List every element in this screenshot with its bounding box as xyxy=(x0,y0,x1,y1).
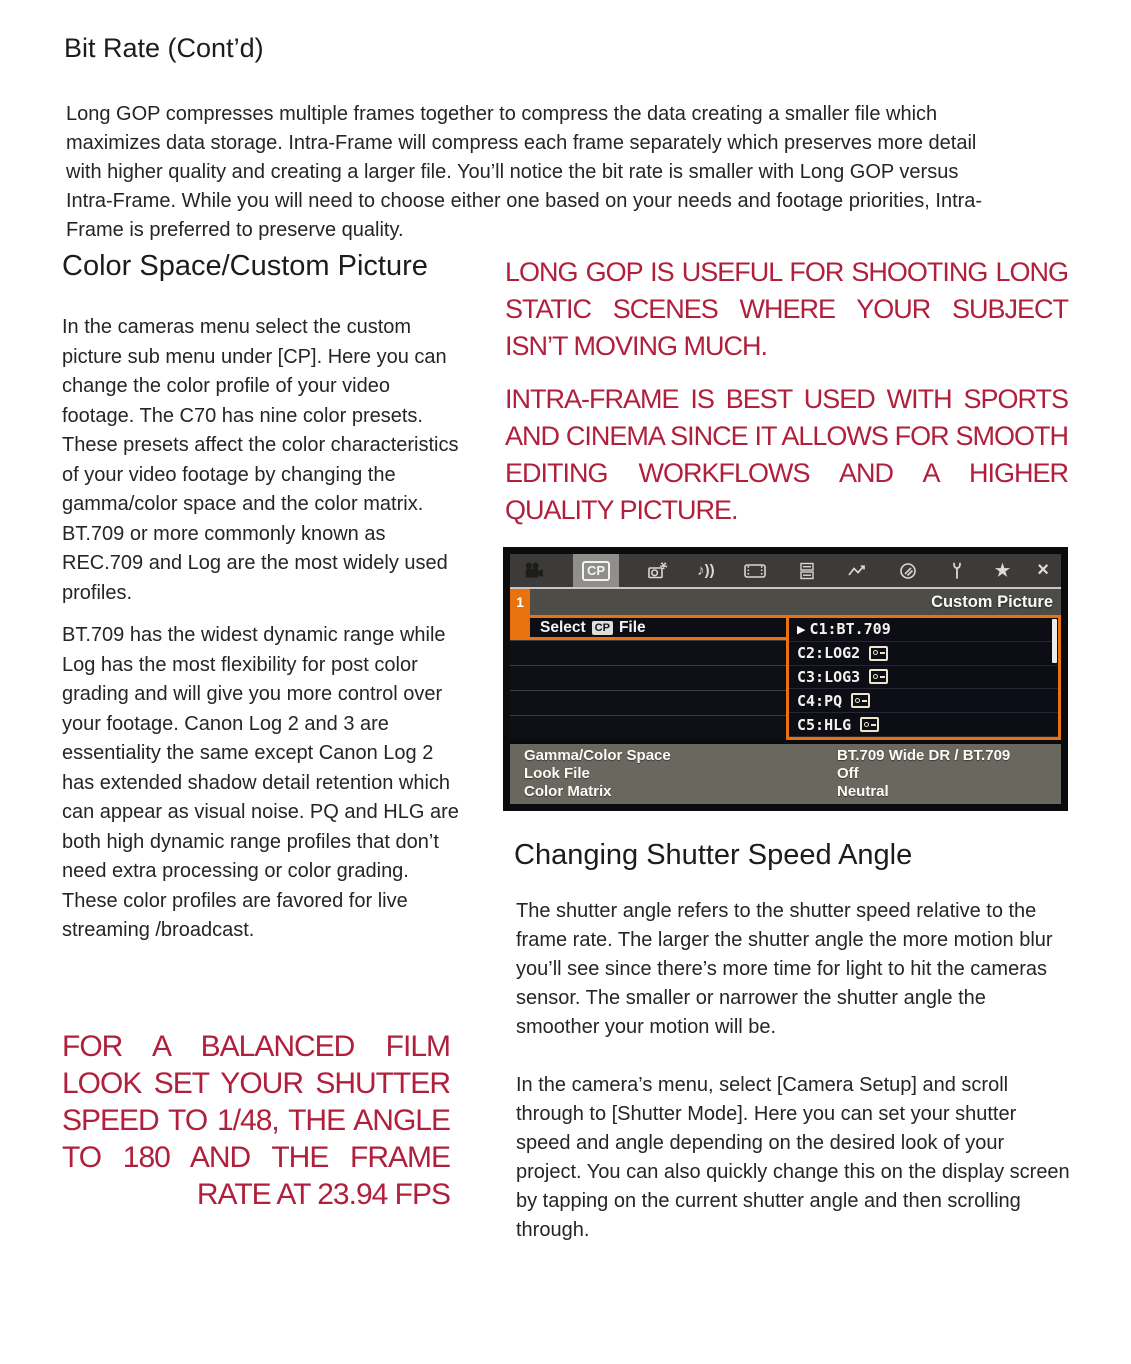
audio-setup-icon: ♪)) xyxy=(697,562,715,579)
film-look-callout: FOR A BALANCED FILM LOOK SET YOUR SHUTTER SPEED TO 1/48, THE ANGLE TO 180 AND THE FRAME RATE AT 23.94 FPS xyxy=(62,1030,450,1211)
info-row xyxy=(510,765,1061,783)
settings-info-panel xyxy=(510,744,1061,804)
cp-file-option: C3:LOG3 xyxy=(797,667,861,686)
left-paragraph-1: In the cameras menu select the custom picture sub menu under [CP]. Here you can change the color profile of your video footage. The C70 has nine color presets. These presets affect the color characteristics of your video footage by changing the gamma/color space and the color matrix. BT.709 or more commonly known as REC.709 and Log are the most widely used profiles. xyxy=(62,316,459,604)
selection-pointer-icon: ▶ xyxy=(797,622,806,636)
list-scrollbar xyxy=(1052,619,1057,663)
my-menu-icon: ★ xyxy=(994,560,1011,580)
left-paragraph-2: BT.709 has the widest dynamic range while Log has the most flexibility for post color grading and will give you more control over your footage. Canon Log 2 and 3 are essentiality the same except Canon Log 2 has extended shadow detail retention which can appear as visual noise. PQ and HLG are both high dynamic range profiles that don’t need extra processing or color grading. These color profiles are favored for live streaming /broadcast. xyxy=(62,624,459,941)
assist-functions-icon xyxy=(795,554,819,587)
setting-label: Look File xyxy=(524,765,590,782)
file-label: File xyxy=(618,618,646,636)
intro-paragraph: Long GOP compresses multiple frames together to compress the data creating a smaller file which maximizes data storage. Intra-Frame will compress each frame separately which preserves more detail with higher quality and creating a larger file. You’ll notice the bit rate is smaller with Long GOP versus Intra-Frame. While you will need to choose either one based on your needs and footage priorities, Intra-Frame is preferred to preserve quality. xyxy=(66,103,983,241)
menu-title-bar xyxy=(510,589,1061,615)
cp-file-list xyxy=(786,615,1061,740)
protected-file-icon xyxy=(869,646,888,661)
list-item xyxy=(789,642,1058,666)
menu-body xyxy=(510,615,1061,740)
protected-file-icon xyxy=(869,669,888,684)
list-item xyxy=(789,618,1058,642)
select-label: Select xyxy=(540,618,586,636)
info-row xyxy=(510,783,1061,801)
right-paragraph-1: The shutter angle refers to the shutter speed relative to the frame rate. The larger the shutter angle the more motion blur you’ll see since there’s more time for light to hit the cameras sensor. The smaller or narrower the shutter angle the smoother your motion will be. xyxy=(516,900,1053,1038)
cp-file-option: C5:HLG xyxy=(797,715,852,734)
protected-file-icon xyxy=(860,717,879,732)
setting-value: BT.709 Wide DR / BT.709 xyxy=(837,747,1011,764)
custom-picture-tab xyxy=(573,554,619,587)
left-section-heading: Color Space/Custom Picture xyxy=(62,250,428,282)
camcorder-icon xyxy=(522,554,546,587)
menu-tab-bar xyxy=(510,554,1061,587)
menu-screen-title: Custom Picture xyxy=(931,593,1053,611)
menu-page-badge: 1 xyxy=(510,589,530,615)
page-title: Bit Rate (Cont’d) xyxy=(64,33,264,63)
setting-value: Neutral xyxy=(837,783,889,800)
close-icon: × xyxy=(1037,559,1049,581)
intra-frame-callout: INTRA-FRAME IS BEST USED WITH SPORTS AND CINEMA SINCE IT ALLOWS FOR SMOOTH EDITING WORKFLOWS AND A HIGHER QUALITY PICTURE. xyxy=(505,384,1068,525)
cp-file-option: C1:BT.709 xyxy=(809,620,891,639)
protected-file-icon xyxy=(851,693,870,708)
right-paragraph-2: In the camera’s menu, select [Camera Setup] and scroll through to [Shutter Mode]. Here you can set your shutter speed and angle depending on the desired look of your project. You can also quickly change this on the display screen by tapping on the current shutter angle and then scrolling through. xyxy=(516,1074,1070,1241)
setting-label: Color Matrix xyxy=(524,783,612,800)
cp-file-option: C2:LOG2 xyxy=(797,644,861,663)
cp-file-option: C4:PQ xyxy=(797,691,843,710)
setting-label: Gamma/Color Space xyxy=(524,747,671,764)
monitoring-setup-icon xyxy=(742,554,768,587)
cp-tab-label: CP xyxy=(582,561,610,581)
info-row xyxy=(510,747,1061,765)
system-setup-icon xyxy=(946,554,968,587)
list-item xyxy=(789,713,1058,737)
long-gop-callout: LONG GOP IS USEFUL FOR SHOOTING LONG STATIC SCENES WHERE YOUR SUBJECT ISN’T MOVING MUCH. xyxy=(505,257,1068,361)
list-item xyxy=(789,666,1058,690)
camera-setup-icon xyxy=(646,554,670,587)
waveform-monitor-icon xyxy=(846,554,870,587)
camera-menu-screenshot xyxy=(503,547,1068,811)
setting-value: Off xyxy=(837,765,859,782)
right-section-heading: Changing Shutter Speed Angle xyxy=(514,839,913,871)
network-settings-icon xyxy=(897,554,919,587)
list-item xyxy=(789,689,1058,713)
cp-file-badge: CP xyxy=(592,621,613,635)
selected-row-stripe xyxy=(510,615,527,640)
